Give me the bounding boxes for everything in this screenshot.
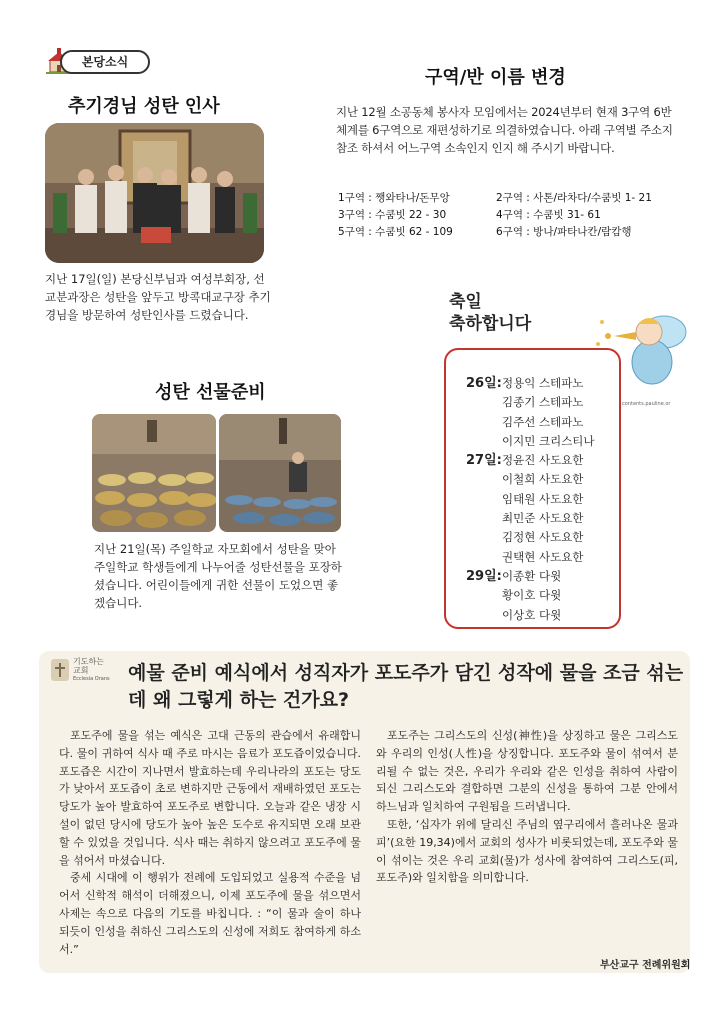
feast-day: 29일: — [466, 568, 502, 584]
area-cell: 5구역 : 수쿰빗 62 - 109 — [338, 226, 453, 238]
area-cell: 1구역 : 쨍와타나/돈무앙 — [338, 192, 450, 204]
signature: 부산교구 전례위원회 — [600, 960, 691, 971]
area-cell: 6구역 : 방나/파타나칸/람캄행 — [496, 226, 632, 238]
area-cell: 3구역 : 수쿰빗 22 - 30 — [338, 209, 447, 221]
feast-entry — [466, 586, 616, 605]
feast-entry — [466, 548, 616, 567]
feast-day: 27일: — [466, 453, 502, 469]
feast-entry — [466, 509, 616, 528]
answer-paragraph: 포도주에 물을 섞는 예식은 고대 근동의 관습에서 유래합니다. 물이 귀하여 식사 때 주로 마시는 음료가 포도즙이었습니다. 포도즙은 시간이 지나면서 발효하는데 우리나라의 포도는 당도가 낮아서 포도즙이 초로 변하지만 근동에서 재배하였던 포도는 당도가 높아 발효하여 포도주로 변합니다. 오늘과 같은 냉장 시설이 없던 당시에 당도가 높아 높은 도수로 유지되면 오래 보관할 수 있었을 것입니다. 식사 때는 취하지 않으려고 포도주에 물을 섞어서 마셨습니다. — [59, 729, 361, 867]
gifts-photo-2 — [219, 414, 341, 532]
feast-name: 임태원 사도요한 — [502, 491, 584, 506]
question-title: 예물 준비 예식에서 성직자가 포도주가 담긴 성작에 물을 조금 섞는데 왜 그렇게 하는 건가요? — [128, 662, 684, 711]
feast-name: 김주선 스테파노 — [502, 414, 584, 429]
answer-paragraph: 중세 시대에 이 행위가 전례에 도입되었고 실용적 수준을 넘어서 신학적 해석이 더해졌으니, 이제 포도주에 물을 섞으면서 사제는 속으로 다음의 기도를 바칩니다. : “이 물과 술이 하나 되듯이 인성을 취하신 그리스도의 신성에 저희도 참여하게 하소서.” — [59, 871, 361, 956]
area-row — [338, 190, 698, 207]
answer-paragraph: 포도주는 그리스도의 신성(神性)을 상징하고 물은 그리스도와 우리의 인성(人性)을 상징합니다. 포도주와 물이 섞여서 분리될 수 없는 것은, 우리가 우리와 같은 인성을 취하여 사람이 되신 그리스도와 결합하면 그분의 신성을 통하여 그분 안에서 하느님과 일치하여 구원됨을 드러냅니다. — [376, 729, 678, 814]
area-row — [338, 207, 698, 224]
praying-church-logo — [51, 657, 111, 685]
greeting-title: 추기경님 성탄 인사 — [68, 96, 220, 117]
feast-name: 정용익 스테파노 — [502, 376, 584, 390]
gifts-text: 지난 21일(목) 주일학교 자모회에서 성탄을 맞아 주일학교 학생들에게 나누어줄 성탄선물을 포장하셨습니다. 어린이들에게 귀한 선물이 도었으면 좋겠습니다. — [94, 542, 342, 610]
feast-name: 최민준 사도요한 — [502, 511, 584, 526]
feast-day: 26일: — [466, 376, 502, 391]
feast-name: 이지민 크리스티나 — [502, 433, 595, 448]
feast-entry — [466, 567, 616, 586]
logo-line1: 기도하는 — [73, 657, 104, 666]
greeting-text: 지난 17일(일) 본당신부님과 여성부회장, 선교분과장은 성탄을 앞두고 방콕대교구장 추기경님을 방문하여 성탄인사를 드렸습니다. — [45, 272, 271, 322]
feast-title-line2: 축하합니다 — [449, 314, 532, 334]
image-credit: contents.pauline.or — [622, 401, 671, 407]
logo-line2: 교회 — [73, 666, 89, 675]
area-cell: 2구역 : 사톤/라차다/수쿰빗 1- 21 — [496, 192, 652, 204]
area-cell: 4구역 : 수쿰빗 31- 61 — [496, 209, 601, 221]
rename-title: 구역/반 이름 변경 — [425, 67, 566, 88]
feast-name: 황이호 다윗 — [502, 588, 562, 603]
answer-right-column — [376, 727, 678, 887]
feast-entry — [466, 470, 616, 489]
greeting-photo — [45, 123, 264, 263]
feast-title — [449, 291, 531, 335]
area-row — [338, 224, 698, 241]
gifts-photo-1 — [92, 414, 216, 532]
rename-text: 지난 12월 소공동체 봉사자 모임에서는 2024년부터 현재 3구역 6반 체계를 6구역으로 재편성하기로 의결하였습니다. 아래 구역별 주소지 참조 하셔서 어느구역 소속인지 인지 해 주시기 바랍니다. — [336, 105, 673, 155]
feast-name: 정윤진 사도요한 — [502, 453, 584, 468]
logo-sub: Ecclesia Orans — [73, 676, 110, 682]
feast-entry — [466, 528, 616, 547]
feast-name: 김종기 스테파노 — [502, 395, 584, 410]
feast-name: 이종환 다윗 — [502, 568, 562, 583]
feast-name: 김정현 사도요한 — [502, 530, 584, 545]
area-table — [338, 190, 698, 241]
feast-name: 이철희 사도요한 — [502, 472, 584, 487]
feast-entry — [466, 490, 616, 509]
answer-left-column — [59, 727, 361, 958]
feast-entry — [466, 606, 616, 625]
feast-list — [466, 374, 616, 625]
feast-entry — [466, 413, 616, 432]
section-label: 본당소식 — [60, 50, 150, 74]
feast-entry — [466, 451, 616, 470]
feast-name: 권택현 사도요한 — [502, 549, 584, 564]
feast-entry — [466, 432, 616, 451]
feast-entry — [466, 393, 616, 412]
answer-paragraph: 또한, ‘십자가 위에 달리신 주님의 옆구리에서 흘러나온 물과 피’(요한 19,34)에서 교회의 성사가 비롯되었는데, 포도주와 물이 섞이는 것은 우리 교회(물)가 성사에 참여하여 그리스도(피, 포도주)와 일치함을 의미합니다. — [376, 817, 678, 885]
feast-name: 이상호 다윗 — [502, 607, 562, 622]
feast-title-line1: 축일 — [449, 292, 482, 312]
section-badge — [44, 48, 148, 74]
gifts-title: 성탄 선물준비 — [155, 382, 266, 403]
feast-entry — [466, 374, 616, 393]
